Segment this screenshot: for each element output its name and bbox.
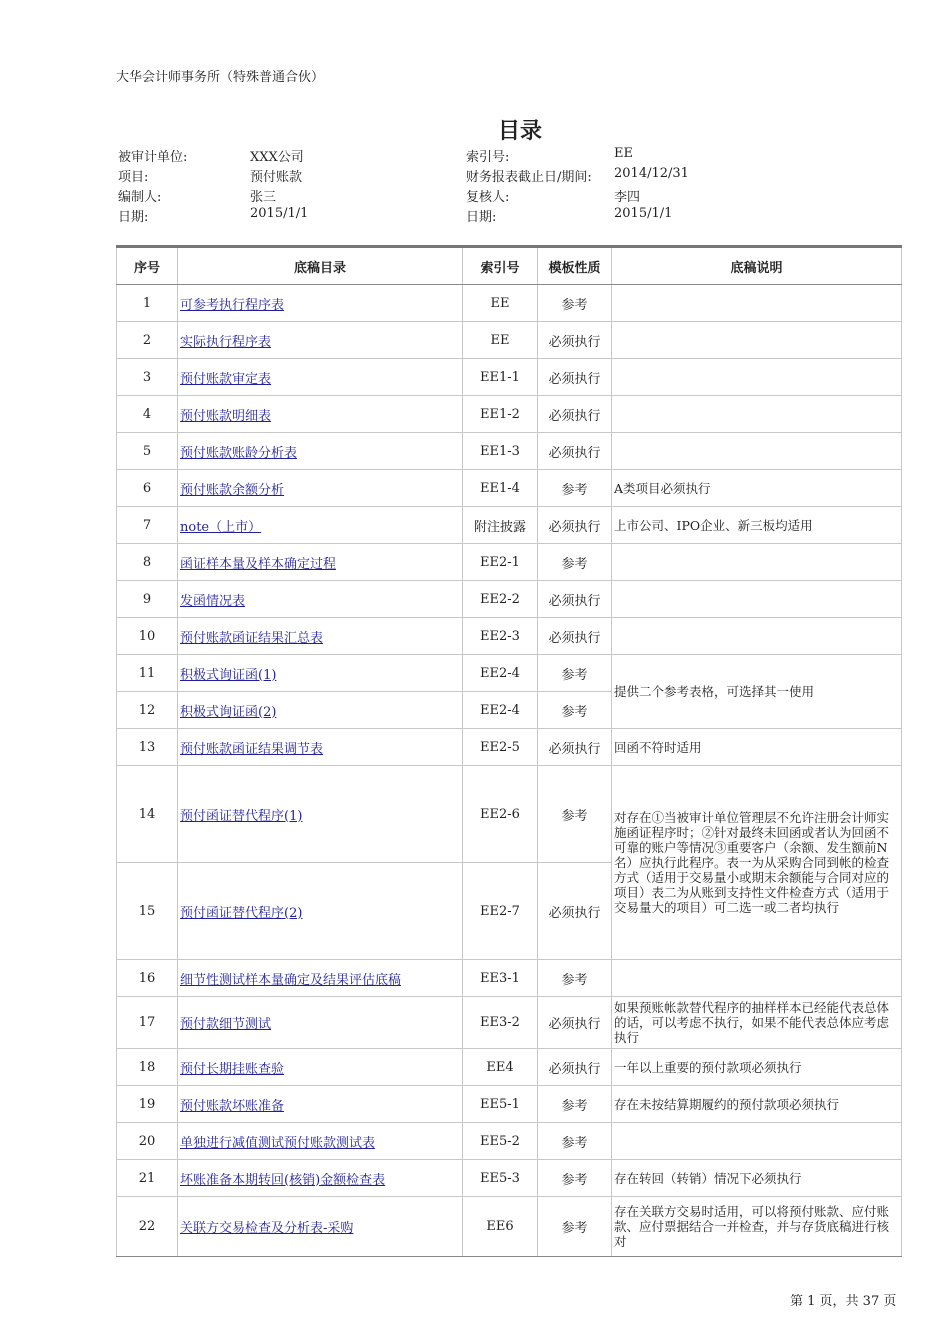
workpaper-name-cell [178,433,463,470]
meta-label: 编制人: [118,190,162,205]
meta-value: 预付账款 [250,170,303,185]
workpaper-note: 如果预账帐款替代程序的抽样样本已经能代表总体的话，可以考虑不执行，如果不能代表总体应考虑执行 [612,997,902,1049]
workpaper-name-cell [178,470,463,507]
index-code: EE5-2 [463,1123,538,1160]
template-nature: 参考 [538,766,612,863]
table-row [117,655,902,692]
workpaper-name-cell [178,359,463,396]
template-nature: 必须执行 [538,997,612,1049]
template-nature: 必须执行 [538,507,612,544]
template-nature: 必须执行 [538,433,612,470]
workpaper-note [612,618,902,655]
table-row [117,729,902,766]
workpaper-note: 存在关联方交易时适用，可以将预付账款、应付账款、应付票据结合一并检查，并与存货底稿进行核对 [612,1197,902,1257]
workpaper-link[interactable]: 发函情况表 [180,593,246,609]
row-number: 12 [117,692,178,729]
workpaper-name-cell [178,322,463,359]
row-number: 18 [117,1049,178,1086]
workpaper-name-cell [178,1049,463,1086]
workpaper-note: 对存在①当被审计单位管理层不允许注册会计师实施函证程序时；②针对最终未回函或者认为回函不可靠的账户等情况③重要客户（余额、发生额前N名）应执行此程序。表一为从采购合同到帐的检查方式（适用于交易量小或期末余额能与合同对应的项目）表二为从账到支持性文件检查方式（适用于交易量大的项目）可二选一或二者均执行 [612,766,902,960]
index-code: EE3-2 [463,997,538,1049]
workpaper-note [612,396,902,433]
table-row [117,544,902,581]
workpaper-link[interactable]: 细节性测试样本量确定及结果评估底稿 [180,972,402,988]
workpaper-link[interactable]: 预付账款账龄分析表 [180,445,298,461]
index-code: EE [463,285,538,322]
meta-value: 2014/12/31 [614,166,689,181]
row-number: 17 [117,997,178,1049]
index-code: EE2-4 [463,655,538,692]
index-code: EE [463,322,538,359]
index-code: EE1-3 [463,433,538,470]
meta-label: 财务报表截止日/期间: [466,170,592,185]
col-header-nature: 模板性质 [538,247,612,285]
col-header-name: 底稿目录 [178,247,463,285]
template-nature: 参考 [538,692,612,729]
template-nature: 参考 [538,1160,612,1197]
meta-value: 2015/1/1 [250,206,309,221]
col-header-no: 序号 [117,247,178,285]
row-number: 4 [117,396,178,433]
index-code: EE1-1 [463,359,538,396]
index-code: EE2-1 [463,544,538,581]
index-code: EE5-1 [463,1086,538,1123]
meta-label: 索引号: [466,150,510,165]
row-number: 8 [117,544,178,581]
template-nature: 必须执行 [538,863,612,960]
index-code: EE2-4 [463,692,538,729]
template-nature: 参考 [538,1197,612,1257]
row-number: 5 [117,433,178,470]
table-row [117,1197,902,1257]
table-row [117,359,902,396]
table-row [117,618,902,655]
workpaper-name-cell [178,997,463,1049]
table-row [117,470,902,507]
workpaper-link[interactable]: 函证样本量及样本确定过程 [180,556,337,572]
workpaper-name-cell [178,507,463,544]
workpaper-note [612,1123,902,1160]
workpaper-name-cell [178,1086,463,1123]
table-body [117,285,902,1257]
workpaper-link[interactable]: 坏账准备本期转回(核销)金额检查表 [180,1172,386,1188]
workpaper-note: 一年以上重要的预付款项必须执行 [612,1049,902,1086]
workpaper-note [612,544,902,581]
workpaper-link[interactable]: 预付款细节测试 [180,1017,272,1032]
template-nature: 必须执行 [538,359,612,396]
workpaper-name-cell [178,396,463,433]
table-row [117,1123,902,1160]
workpaper-link[interactable]: 可参考执行程序表 [180,297,285,313]
workpaper-name-cell [178,1197,463,1257]
row-number: 14 [117,766,178,863]
row-number: 11 [117,655,178,692]
meta-value: XXX公司 [250,150,304,165]
index-code: 附注披露 [463,507,538,544]
row-number: 13 [117,729,178,766]
table-row [117,581,902,618]
workpaper-name-cell [178,863,463,960]
index-code: EE2-6 [463,766,538,863]
workpaper-link[interactable]: 预付账款函证结果调节表 [180,741,324,757]
template-nature: 参考 [538,544,612,581]
table-row [117,1049,902,1086]
template-nature: 参考 [538,960,612,997]
col-header-index: 索引号 [463,247,538,285]
workpaper-link[interactable]: 关联方交易检查及分析表-采购 [180,1221,354,1236]
workpaper-link[interactable]: 预付函证替代程序(1) [180,808,303,824]
workpaper-name-cell [178,1160,463,1197]
workpaper-note [612,433,902,470]
workpaper-link[interactable]: 预付长期挂账查验 [180,1061,285,1077]
index-code: EE5-3 [463,1160,538,1197]
workpaper-note [612,581,902,618]
workpaper-name-cell [178,692,463,729]
col-header-note: 底稿说明 [612,247,902,285]
meta-value: 2015/1/1 [614,206,673,221]
table-row [117,396,902,433]
template-nature: 参考 [538,1123,612,1160]
meta-value: EE [614,146,633,161]
index-code: EE2-3 [463,618,538,655]
index-code: EE1-2 [463,396,538,433]
template-nature: 必须执行 [538,322,612,359]
workpaper-link[interactable]: 积极式询证函(1) [180,667,277,683]
workpaper-name-cell [178,581,463,618]
workpaper-name-cell [178,766,463,863]
workpaper-name-cell [178,618,463,655]
table-row [117,285,902,322]
index-code: EE4 [463,1049,538,1086]
workpaper-note [612,359,902,396]
template-nature: 参考 [538,285,612,322]
table-row [117,960,902,997]
template-nature: 参考 [538,655,612,692]
page-title: 目录 [497,119,542,144]
row-number: 10 [117,618,178,655]
row-number: 15 [117,863,178,960]
row-number: 19 [117,1086,178,1123]
workpaper-link[interactable]: 单独进行减值测试预付账款测试表 [180,1135,376,1151]
table-row [117,322,902,359]
workpaper-name-cell [178,960,463,997]
template-nature: 必须执行 [538,729,612,766]
workpaper-note: 回函不符时适用 [612,729,902,766]
workpaper-link[interactable]: 预付账款审定表 [180,371,272,387]
meta-label: 项目: [118,170,149,185]
row-number: 7 [117,507,178,544]
meta-label: 复核人: [466,190,510,205]
workpaper-link[interactable]: 积极式询证函(2) [180,704,277,720]
index-code: EE2-7 [463,863,538,960]
workpaper-link[interactable]: note（上市） [180,519,262,535]
workpaper-link[interactable]: 预付账款余额分析 [180,482,285,498]
index-code: EE6 [463,1197,538,1257]
workpaper-name-cell [178,285,463,322]
template-nature: 必须执行 [538,618,612,655]
workpaper-note: 存在未按结算期履约的预付款项必须执行 [612,1086,902,1123]
table-row [117,1086,902,1123]
template-nature: 必须执行 [538,396,612,433]
workpaper-note [612,322,902,359]
workpaper-link[interactable]: 实际执行程序表 [180,334,272,350]
index-code: EE1-4 [463,470,538,507]
index-code: EE2-5 [463,729,538,766]
row-number: 21 [117,1160,178,1197]
workpaper-note: 存在转回（转销）情况下必须执行 [612,1160,902,1197]
table-row [117,507,902,544]
index-code: EE2-2 [463,581,538,618]
template-nature: 必须执行 [538,1049,612,1086]
workpaper-note: 提供二个参考表格，可选择其一使用 [612,655,902,729]
table-row [117,1160,902,1197]
workpaper-link[interactable]: 预付账款函证结果汇总表 [180,630,324,646]
workpaper-note: A类项目必须执行 [612,470,902,507]
template-nature: 参考 [538,1086,612,1123]
row-number: 6 [117,470,178,507]
table-header-row [117,247,902,285]
workpaper-index-table [116,245,902,1257]
workpaper-note: 上市公司、IPO企业、新三板均适用 [612,507,902,544]
row-number: 9 [117,581,178,618]
row-number: 3 [117,359,178,396]
table-row [117,766,902,863]
workpaper-note [612,285,902,322]
workpaper-name-cell [178,544,463,581]
meta-value: 张三 [250,190,277,205]
page-footer: 第 1 页，共 37 页 [790,1294,897,1309]
meta-label: 日期: [118,210,149,225]
template-nature: 必须执行 [538,581,612,618]
workpaper-link[interactable]: 预付账款坏账准备 [180,1098,285,1114]
firm-name: 大华会计师事务所（特殊普通合伙） [116,70,325,85]
row-number: 1 [117,285,178,322]
workpaper-name-cell [178,655,463,692]
table-row [117,433,902,470]
workpaper-note [612,960,902,997]
table-row [117,997,902,1049]
workpaper-name-cell [178,729,463,766]
row-number: 16 [117,960,178,997]
template-nature: 参考 [538,470,612,507]
meta-label: 日期: [466,210,497,225]
row-number: 20 [117,1123,178,1160]
row-number: 22 [117,1197,178,1257]
meta-value: 李四 [614,190,641,205]
workpaper-link[interactable]: 预付账款明细表 [180,408,272,424]
meta-label: 被审计单位: [118,150,188,165]
workpaper-name-cell [178,1123,463,1160]
row-number: 2 [117,322,178,359]
index-code: EE3-1 [463,960,538,997]
workpaper-link[interactable]: 预付函证替代程序(2) [180,905,303,921]
